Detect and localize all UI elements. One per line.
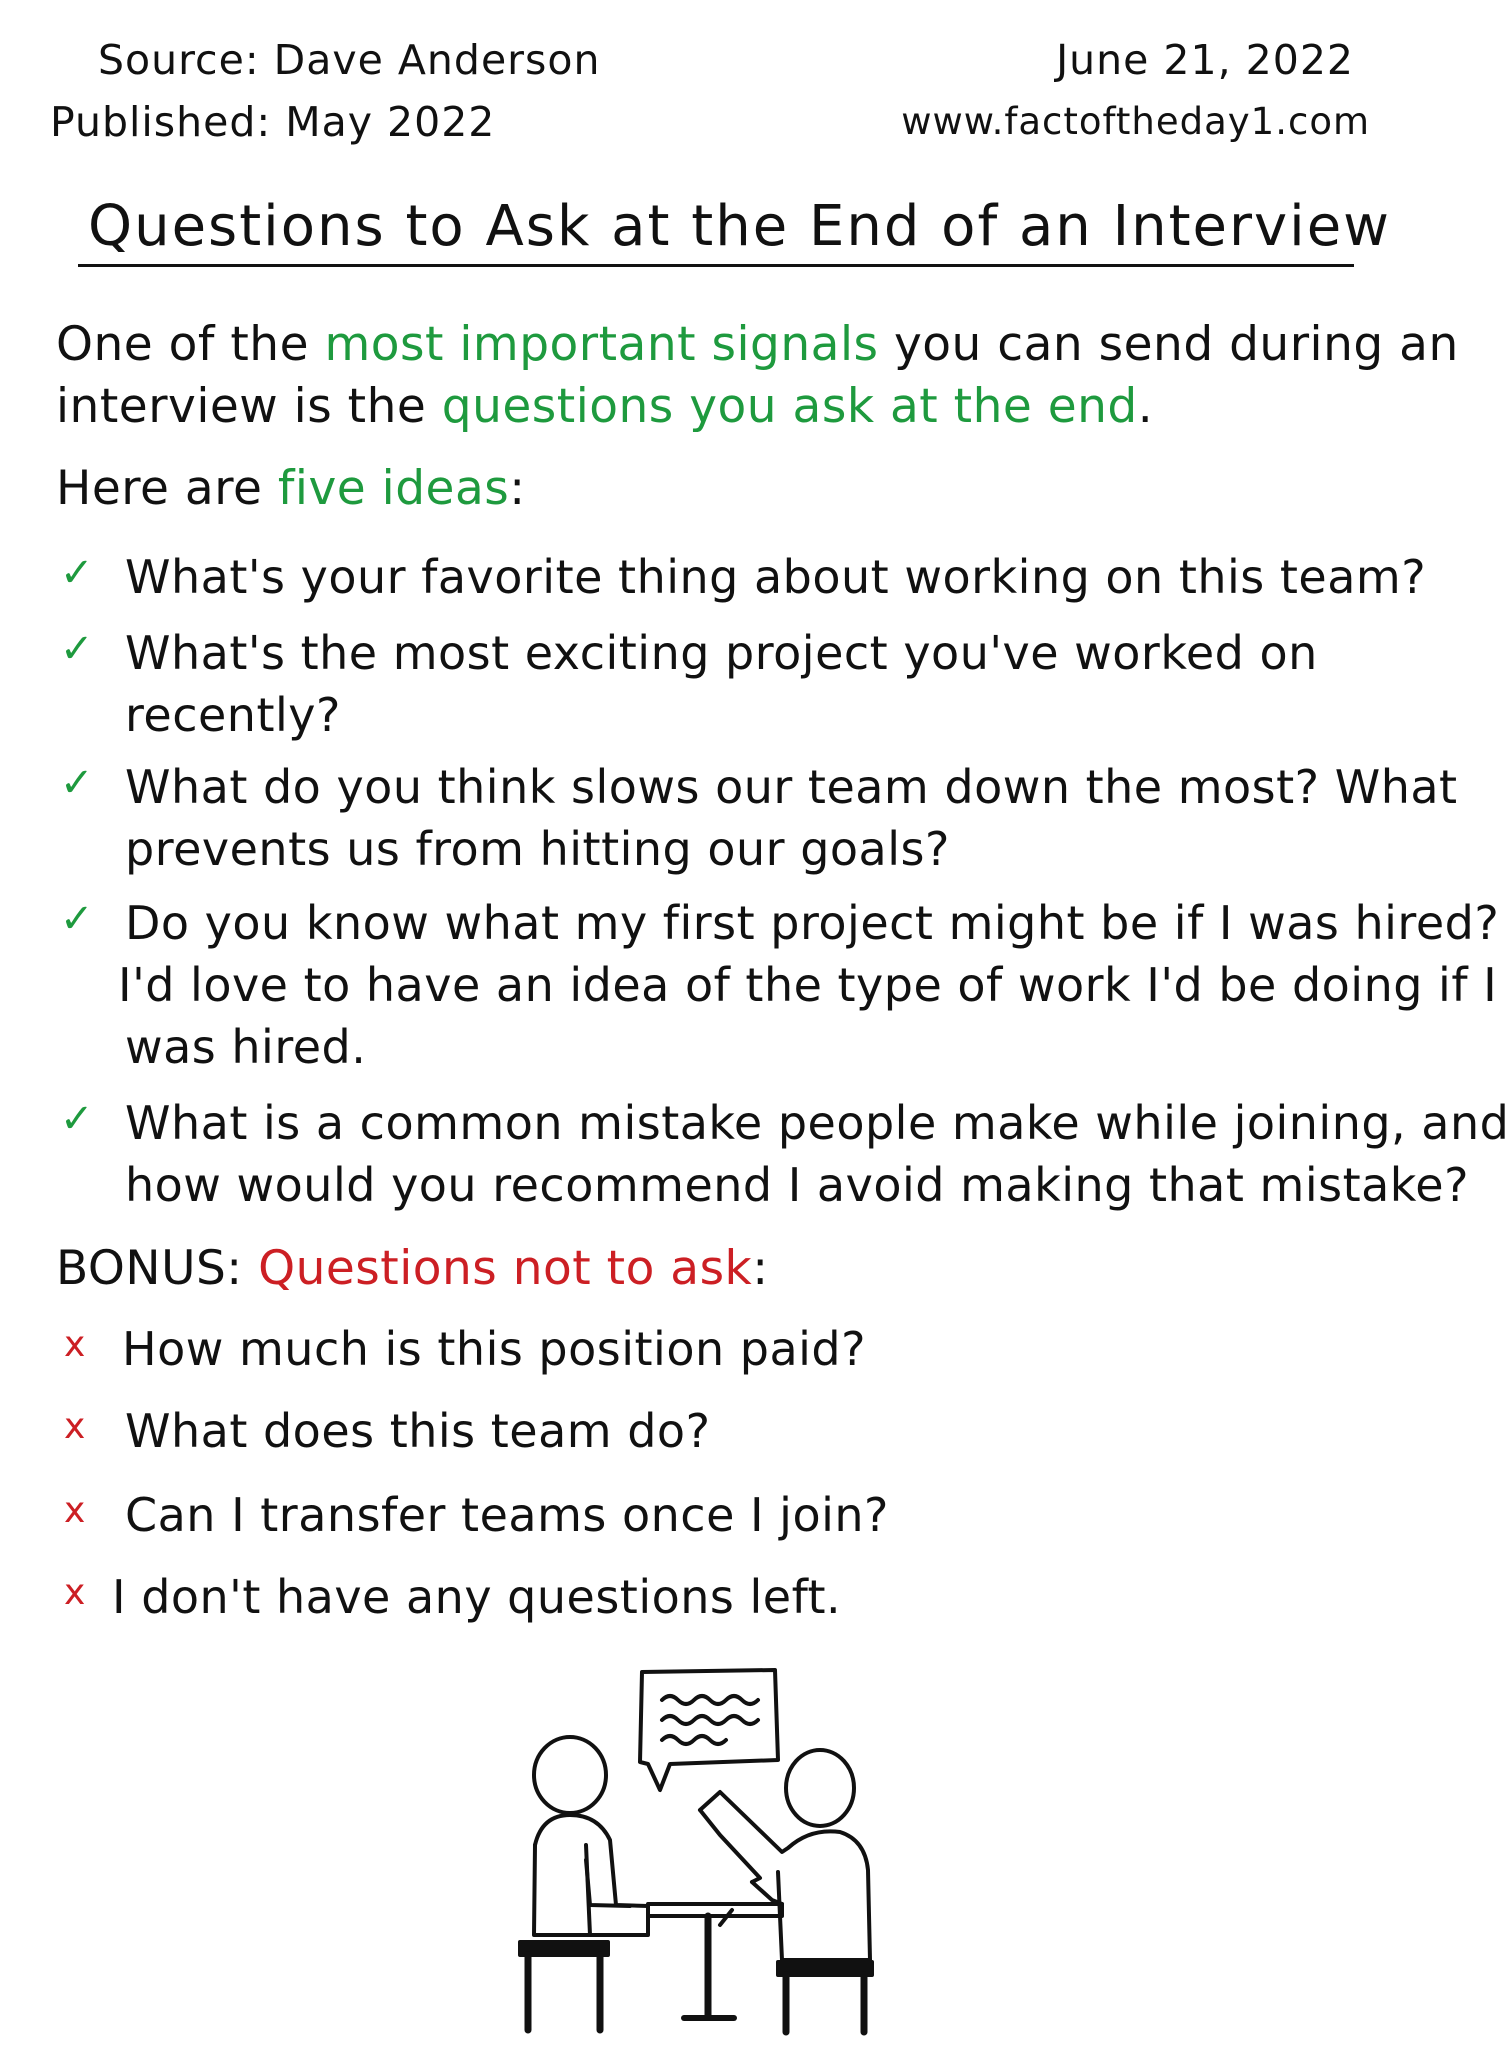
date-text: June 21, 2022: [1056, 36, 1354, 84]
website-link[interactable]: www.factoftheday1.com: [901, 100, 1370, 143]
check-icon: ✓: [60, 550, 94, 596]
idea-line: What's the most exciting project you've worked on: [125, 626, 1318, 680]
idea-line: was hired.: [125, 1020, 367, 1074]
check-icon: ✓: [60, 896, 94, 942]
intro-text: interview is the: [56, 379, 442, 434]
not-to-ask-item: How much is this position paid?: [122, 1322, 867, 1376]
bonus-heading: [56, 1238, 769, 1300]
intro-line-2: [56, 376, 1153, 438]
not-to-ask-item: I don't have any questions left.: [112, 1570, 842, 1624]
bonus-heading-prefix: BONUS:: [56, 1241, 259, 1296]
check-icon: ✓: [60, 760, 94, 806]
intro-text: .: [1137, 379, 1154, 434]
ideas-heading-highlight: five ideas: [277, 461, 510, 516]
idea-line: I'd love to have an idea of the type of work I'd be doing if I: [118, 958, 1498, 1012]
intro-highlight: questions you ask at the end: [441, 379, 1138, 434]
not-to-ask-item: Can I transfer teams once I join?: [125, 1488, 889, 1542]
idea-line: Do you know what my first project might be if I was hired?: [125, 896, 1500, 950]
not-to-ask-item: What does this team do?: [125, 1404, 711, 1458]
intro-text: you can send during an: [878, 317, 1459, 372]
cross-icon: x: [64, 1572, 86, 1613]
ideas-heading-prefix: Here are: [56, 461, 278, 516]
page-title: Questions to Ask at the End of an Interview: [88, 194, 1391, 259]
idea-line: What's your favorite thing about working on this team?: [125, 550, 1427, 604]
bonus-heading-highlight: Questions not to ask: [258, 1241, 753, 1296]
cross-icon: x: [64, 1406, 86, 1447]
check-icon: ✓: [60, 1096, 94, 1142]
intro-highlight: most important signals: [324, 317, 879, 372]
idea-line: how would you recommend I avoid making that mistake?: [125, 1158, 1470, 1212]
bonus-heading-suffix: :: [752, 1241, 769, 1296]
idea-line: recently?: [125, 688, 341, 742]
idea-line: prevents us from hitting our goals?: [125, 822, 950, 876]
idea-line: What is a common mistake people make while joining, and: [125, 1096, 1509, 1150]
check-icon: ✓: [60, 626, 94, 672]
title-underline: [78, 264, 1354, 267]
intro-text: One of the: [56, 317, 325, 372]
idea-line: What do you think slows our team down the most? What: [125, 760, 1458, 814]
cross-icon: x: [64, 1490, 86, 1531]
cross-icon: x: [64, 1324, 86, 1365]
source-text: Source: Dave Anderson: [98, 36, 601, 84]
ideas-heading-suffix: :: [509, 461, 526, 516]
intro-line-1: [56, 314, 1459, 376]
ideas-heading: [56, 458, 526, 520]
two-people-talking-at-table-icon: [520, 1660, 920, 2040]
published-text: Published: May 2022: [50, 98, 496, 146]
